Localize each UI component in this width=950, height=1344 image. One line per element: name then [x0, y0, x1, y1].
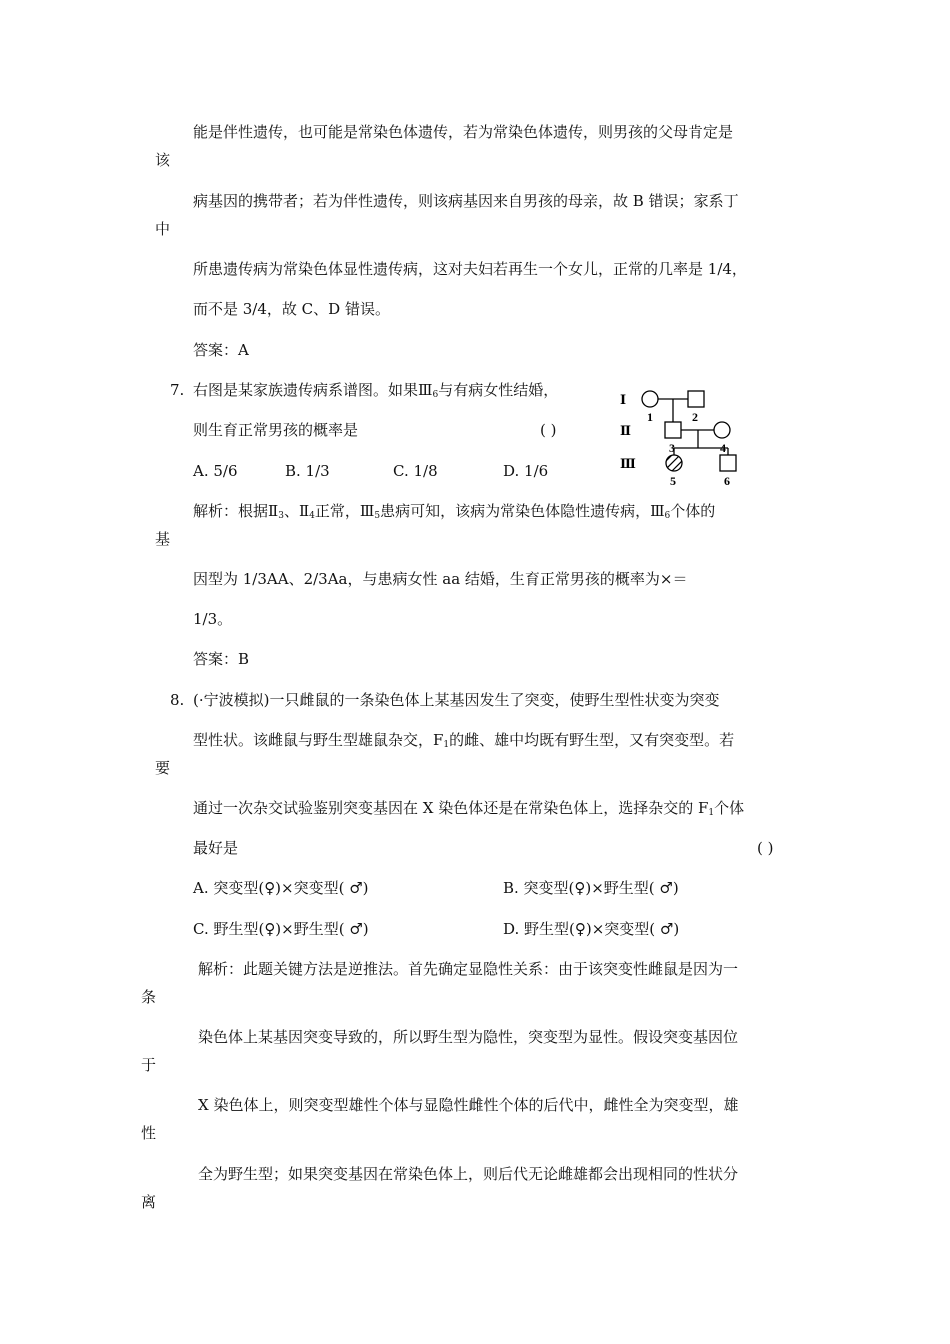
explanation-line: 1/3。	[193, 610, 233, 628]
individual-2-male	[688, 391, 704, 407]
individual-label: 5	[670, 474, 676, 488]
individual-1-female	[642, 391, 658, 407]
option-c: C. 野生型(♀)×野生型( ♂)	[193, 920, 369, 938]
explanation-line: 全为野生型；如果突变基因在常染色体上，则后代无论雌雄都会出现相同的性状分	[198, 1165, 739, 1183]
explanation-line: 因型为 1/3AA、2/3Aa，与患病女性 aa 结婚，生育正常男孩的概率为×＝	[193, 570, 688, 588]
individual-label: 2	[692, 410, 698, 424]
explanation-line: 解析：此题关键方法是逆推法。首先确定显隐性关系：由于该突变性雌鼠是因为一	[198, 960, 739, 978]
pedigree-diagram	[618, 382, 768, 500]
question-stem: 则生育正常男孩的概率是	[193, 421, 359, 439]
question-stem: 最好是	[193, 839, 239, 857]
option-a: A. 5/6	[193, 462, 238, 480]
explanation-line: 染色体上某基因突变导致的，所以野生型为隐性，突变型为显性。假设突变基因位	[198, 1028, 739, 1046]
question-stem: 通过一次杂交试验鉴别突变基因在 X 染色体还是在常染色体上，选择杂交的 $F_1$个体	[193, 799, 745, 818]
option-d: D. 野生型(♀)×突变型( ♂)	[503, 920, 680, 938]
explanation-line: 解析：根据$Ⅱ_3$、$Ⅱ_4$正常，$Ⅲ_5$患病可知，该病为常染色体隐性遗传病，$Ⅲ_6$个体的	[193, 502, 716, 521]
text-line-wrap: 要	[155, 759, 171, 777]
question-number: 8.	[170, 691, 185, 709]
text-line: 所患遗传病为常染色体显性遗传病，这对夫妇若再生一个女儿，正常的几率是 1/4，	[193, 260, 747, 278]
text-line-wrap: 基	[155, 530, 171, 548]
option-b: B. 突变型(♀)×野生型( ♂)	[503, 879, 679, 897]
text-line: 而不是 3/4，故 C、D 错误。	[193, 300, 390, 318]
question-stem: 右图是某家族遗传病系谱图。如果$Ⅲ_6$与有病女性结婚，	[193, 381, 559, 400]
text-line-wrap: 中	[155, 220, 171, 238]
individual-6-male	[720, 455, 736, 471]
generation-label-ii: Ⅱ	[620, 423, 631, 438]
option-b: B. 1/3	[285, 462, 330, 480]
text-line-wrap: 该	[155, 151, 171, 169]
text-line-wrap: 离	[141, 1193, 157, 1211]
question-stem: (·宁波模拟)一只雌鼠的一条染色体上某基因发生了突变，使野生型性状变为突变	[193, 691, 720, 709]
answer-parentheses: ( )	[757, 839, 774, 857]
option-a: A. 突变型(♀)×突变型( ♂)	[193, 879, 369, 897]
text-line-wrap: 条	[141, 988, 157, 1006]
text-line-wrap: 性	[141, 1124, 157, 1142]
question-number: 7.	[170, 381, 185, 399]
individual-label: 4	[720, 441, 726, 455]
individual-4-female	[714, 422, 730, 438]
individual-label: 3	[669, 441, 675, 455]
text-line: 病基因的携带者；若为伴性遗传，则该病基因来自男孩的母亲，故 B 错误；家系丁	[193, 192, 739, 210]
explanation-line: X 染色体上，则突变型雄性个体与显隐性雌性个体的后代中，雌性全为突变型，雄	[198, 1096, 739, 1114]
text-line: 能是伴性遗传，也可能是常染色体遗传，若为常染色体遗传，则男孩的父母肯定是	[193, 123, 734, 141]
answer-line: 答案：A	[193, 341, 249, 359]
generation-label-iii: Ⅲ	[620, 456, 636, 471]
individual-3-male	[665, 422, 681, 438]
individual-label: 6	[724, 474, 730, 488]
answer-line: 答案：B	[193, 650, 250, 668]
answer-parentheses: ( )	[540, 421, 557, 439]
option-c: C. 1/8	[393, 462, 438, 480]
text-line-wrap: 于	[141, 1056, 157, 1074]
generation-label-i: Ⅰ	[620, 392, 627, 407]
individual-label: 1	[647, 410, 653, 424]
question-stem: 型性状。该雌鼠与野生型雄鼠杂交，$F_1$的雌、雄中均既有野生型，又有突变型。若	[193, 731, 735, 750]
option-d: D. 1/6	[503, 462, 549, 480]
